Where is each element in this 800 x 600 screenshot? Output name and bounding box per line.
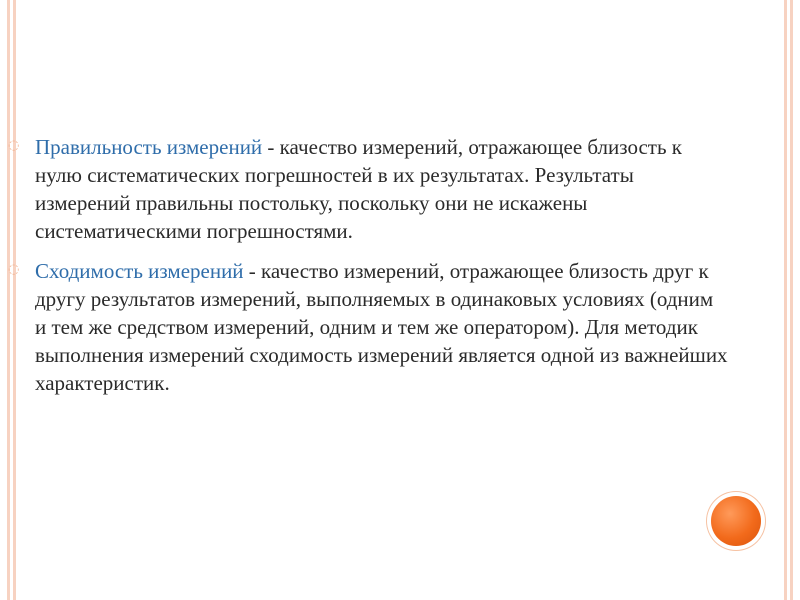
right-border-line-outer — [790, 0, 793, 600]
paragraph-accuracy — [8, 133, 728, 245]
right-border-line-inner — [784, 0, 787, 600]
definition-convergence: - качество измерений, отражающее близость друг к другу результатов измерений, выполняемых в одинаковых условиях (одним и тем же средством измерений, одним и тем же оператором). Для методик выполнения измерений сходимость измерений является одной из важнейших характеристик. — [35, 259, 728, 395]
paragraph-convergence — [8, 257, 728, 397]
bullet-icon: ◌ — [8, 138, 20, 153]
term-convergence: Сходимость измерений — [35, 259, 244, 283]
slide-content — [8, 133, 728, 409]
term-accuracy: Правильность измерений — [35, 135, 263, 159]
bullet-icon: ◌ — [8, 262, 20, 277]
decorative-orange-circle — [711, 496, 761, 546]
definition-accuracy: - качество измерений, отражающее близость к нулю систематических погрешностей в их результатах. Результаты измерений правильны постольку, поскольку они не искажены систематическими погрешностями. — [35, 135, 682, 243]
